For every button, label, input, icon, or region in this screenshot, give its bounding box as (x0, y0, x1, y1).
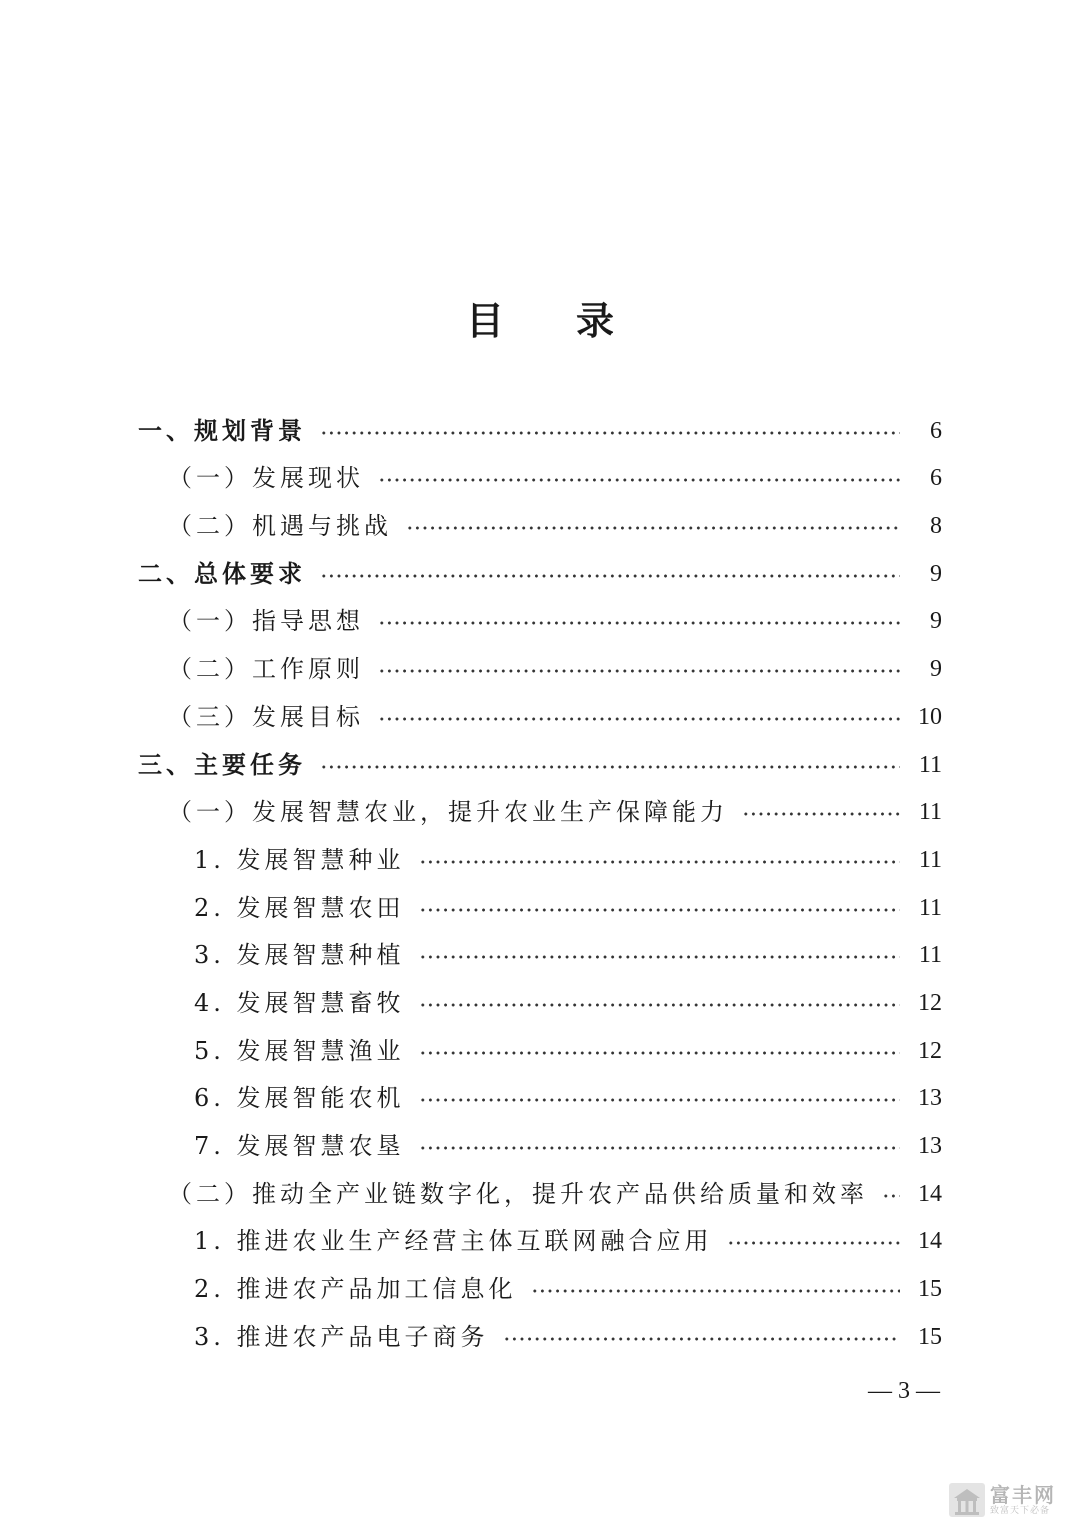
toc-entry-page: 9 (930, 656, 942, 683)
toc-entry[interactable] (138, 970, 942, 1018)
toc-entry[interactable] (138, 923, 942, 971)
toc-entry-page: 10 (918, 703, 942, 730)
toc-entry-page: 12 (918, 989, 942, 1016)
toc-entry-label: （二）推动全产业链数字化，提升农产品供给质量和效率 (168, 1179, 868, 1208)
toc-entry-label: （一）发展现状 (168, 464, 364, 493)
toc-entry[interactable] (138, 732, 942, 780)
toc-entry[interactable] (138, 684, 942, 732)
toc-entry-page: 11 (918, 894, 942, 921)
toc-leader-dots (419, 1049, 900, 1057)
toc-leader-dots (419, 953, 900, 961)
toc-entry[interactable] (138, 1256, 942, 1304)
toc-entry[interactable] (138, 398, 942, 446)
toc-leader-dots (378, 476, 900, 484)
toc-entry-label: 1. 推进农业生产经营主体互联网融合应用 (194, 1227, 713, 1256)
toc-entry[interactable] (138, 1209, 942, 1257)
toc-leader-dots (378, 667, 900, 675)
toc-entry-page: 14 (918, 1228, 942, 1255)
toc-entry[interactable] (138, 1113, 942, 1161)
table-of-contents (138, 398, 942, 1352)
toc-leader-dots (419, 1001, 900, 1009)
toc-leader-dots (742, 810, 900, 818)
toc-entry-page: 9 (930, 560, 942, 587)
toc-entry[interactable] (138, 589, 942, 637)
toc-entry[interactable] (138, 875, 942, 923)
toc-entry[interactable] (138, 446, 942, 494)
page-title: 目录 (465, 298, 686, 343)
toc-entry-page: 11 (918, 942, 942, 969)
toc-entry-label: （一）指导思想 (168, 607, 364, 636)
toc-entry[interactable] (138, 636, 942, 684)
toc-leader-dots (320, 572, 900, 580)
toc-entry-label: 三、主要任务 (138, 749, 306, 779)
toc-entry[interactable] (138, 1018, 942, 1066)
watermark (948, 1480, 1074, 1520)
toc-entry-label: 6. 发展智能农机 (194, 1084, 405, 1113)
toc-leader-dots (378, 715, 900, 723)
toc-entry-label: （二）机遇与挑战 (168, 512, 392, 541)
toc-entry-page: 6 (930, 417, 942, 444)
toc-entry-label: 3. 推进农产品电子商务 (194, 1322, 489, 1351)
toc-entry-page: 14 (918, 1180, 942, 1207)
toc-entry-page: 8 (930, 513, 942, 540)
toc-entry-label: 3. 发展智慧种植 (194, 941, 405, 970)
toc-entry-page: 13 (918, 1133, 942, 1159)
toc-entry-page: 13 (918, 1085, 942, 1112)
toc-leader-dots (882, 1192, 900, 1200)
toc-leader-dots (378, 619, 900, 627)
toc-entry-label: 4. 发展智慧畜牧 (194, 988, 405, 1017)
toc-entry-page: 15 (918, 1323, 942, 1350)
toc-entry-page: 11 (918, 846, 942, 873)
watermark-building-icon (948, 1482, 986, 1518)
toc-entry-label: （二）工作原则 (168, 655, 364, 684)
toc-entry[interactable] (138, 780, 942, 828)
toc-entry[interactable] (138, 493, 942, 541)
toc-leader-dots (419, 1144, 900, 1152)
toc-entry-label: 二、总体要求 (138, 558, 306, 588)
toc-entry-label: 2. 推进农产品加工信息化 (194, 1275, 517, 1304)
toc-entry-label: 一、规划背景 (138, 415, 306, 445)
toc-entry[interactable] (138, 541, 942, 589)
page-number: — 3 — (868, 1378, 940, 1404)
toc-leader-dots (406, 524, 900, 532)
toc-leader-dots (531, 1287, 900, 1295)
toc-entry-page: 15 (918, 1276, 942, 1303)
toc-entry[interactable] (138, 1304, 942, 1352)
toc-leader-dots (727, 1239, 900, 1247)
toc-entry-label: 2. 发展智慧农田 (194, 893, 405, 922)
toc-entry-label: 7. 发展智慧农垦 (194, 1132, 405, 1160)
toc-entry-page: 11 (918, 799, 942, 826)
toc-entry-label: 5. 发展智慧渔业 (194, 1036, 405, 1065)
toc-leader-dots (419, 906, 900, 914)
toc-entry-page: 6 (930, 465, 942, 492)
watermark-tagline: 致富天下必备 (990, 1505, 1051, 1516)
toc-entry[interactable] (138, 1066, 942, 1114)
toc-leader-dots (320, 763, 900, 771)
toc-entry-page: 9 (930, 608, 942, 635)
toc-entry-page: 12 (918, 1037, 942, 1064)
toc-entry[interactable] (138, 827, 942, 875)
toc-entry-label: 1. 发展智慧种业 (194, 845, 405, 874)
toc-entry-page: 11 (918, 751, 942, 778)
toc-leader-dots (419, 1096, 900, 1104)
watermark-brand: 富丰网 (990, 1482, 1056, 1507)
toc-entry-label: （三）发展目标 (168, 702, 364, 731)
toc-entry[interactable] (138, 1161, 942, 1209)
toc-leader-dots (320, 429, 900, 437)
toc-leader-dots (419, 858, 900, 866)
toc-leader-dots (503, 1335, 900, 1343)
toc-entry-label: （一）发展智慧农业，提升农业生产保障能力 (168, 798, 728, 827)
